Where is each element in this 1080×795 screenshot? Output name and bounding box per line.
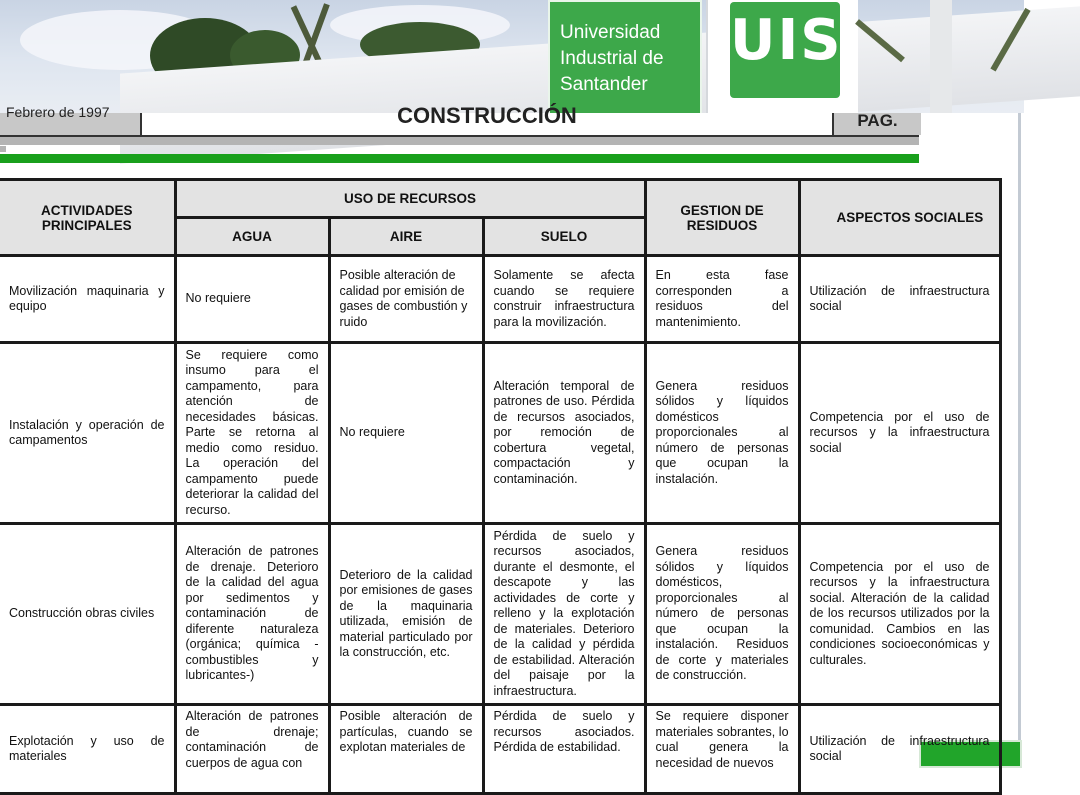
date-cell [0,104,142,135]
resource-impact-table [0,178,1002,795]
title-cell [142,103,832,135]
cell-air: Posible alteración de partículas, cuando se explotan materiales de [329,705,483,794]
header-activities: ACTIVIDADES PRINCIPALES [0,180,175,256]
document-title-bar [0,103,919,137]
cell-air: No requiere [329,343,483,524]
table-row [0,705,1000,794]
header-social: ASPECTOS SOCIALES [799,180,1000,256]
table-row [0,524,1000,705]
sign-line: Industrial de [560,48,664,69]
cell-social: Competencia por el uso de recursos y la infraestructura social [799,343,1000,524]
cell-soil: Alteración temporal de patrones de uso. Pérdida de recursos asociados, por remoción de cobertura vegetal, compactación y contaminación. [483,343,645,524]
resource-impact-table-wrapper [0,178,990,770]
cell-water: Se requiere como insumo para el campamento, para atención de necesidades básicas. Parte se retorna al medio como residuo. La operación del campamento puede deteriorar la calidad del recurso. [175,343,329,524]
cell-social: Competencia por el uso de recursos y la infraestructura social. Alteración de la calidad de los recursos utilizados por la comunidad. Cambios en las condiciones socioeconómicas y culturales. [799,524,1000,705]
cell-soil: Pérdida de suelo y recursos asociados, durante el desmonte, el descapote y las actividades de corte y relleno y la explotación de materiales. Deterioro de la calidad y pérdida de estabilidad. Alteración del paisaje por la infraestructura. [483,524,645,705]
cell-water: Alteración de patrones de drenaje; contaminación de cuerpos de agua con [175,705,329,794]
header-banner [0,0,1024,113]
header-water: AGUA [175,218,329,256]
university-sign [548,0,702,117]
green-divider [0,154,919,163]
cell-activity: Instalación y operación de campamentos [0,343,175,524]
uis-logo [706,0,858,113]
date-text: Febrero de 1997 [6,104,110,120]
cell-waste: Genera residuos sólidos y líquidos domésticos, proporcionales al número de personas que ocupan la instalación. Residuos de corte y materiales de construcción. [645,524,799,705]
header-soil: SUELO [483,218,645,256]
cell-waste: En esta fase corresponden a residuos del mantenimiento. [645,256,799,343]
header-waste: GESTION DE RESIDUOS [645,180,799,256]
page-cell [832,113,921,135]
cell-water: Alteración de patrones de drenaje. Deterioro de la calidad del agua por sedimentos y contaminación de diferente naturaleza (orgánica; química - combustibles y lubricantes-) [175,524,329,705]
gray-divider-stub [0,146,6,152]
page-label: PAG. [857,111,898,130]
cell-social: Utilización de infraestructura social [799,256,1000,343]
table-row [0,256,1000,343]
logo-letters: UIS [730,8,843,73]
cell-soil: Pérdida de suelo y recursos asociados. Pérdida de estabilidad. [483,705,645,794]
university-name [560,20,695,98]
sign-line: Universidad [560,22,661,43]
cell-social: Utilización de infraestructura social [799,705,1000,794]
cell-waste: Se requiere disponer materiales sobrantes, lo cual genera la necesidad de nuevos [645,705,799,794]
cell-water: No requiere [175,256,329,343]
cell-activity: Explotación y uso de materiales [0,705,175,794]
table-row [0,343,1000,524]
cell-activity: Movilización maquinaria y equipo [0,256,175,343]
header-resources: USO DE RECURSOS [175,180,645,218]
cell-air: Deterioro de la calidad por emisiones de gases de la maquinaria utilizada, emisión de material particulado por la construcción, etc. [329,524,483,705]
logo-badge [730,2,843,98]
building-pillar [930,0,952,113]
header-air: AIRE [329,218,483,256]
cell-soil: Solamente se afecta cuando se requiere construir infraestructura para la movilización. [483,256,645,343]
gray-divider [0,137,919,145]
cell-waste: Genera residuos sólidos y líquidos domésticos proporcionales al número de personas que ocupan la instalación. [645,343,799,524]
cell-air: Posible alteración de calidad por emisión de gases de combustión y ruido [329,256,483,343]
table-header-row [0,180,1000,218]
document-title: CONSTRUCCIÓN [397,103,577,128]
slide-frame-edge [1018,113,1021,768]
sign-line: Santander [560,74,648,95]
cell-activity: Construcción obras civiles [0,524,175,705]
